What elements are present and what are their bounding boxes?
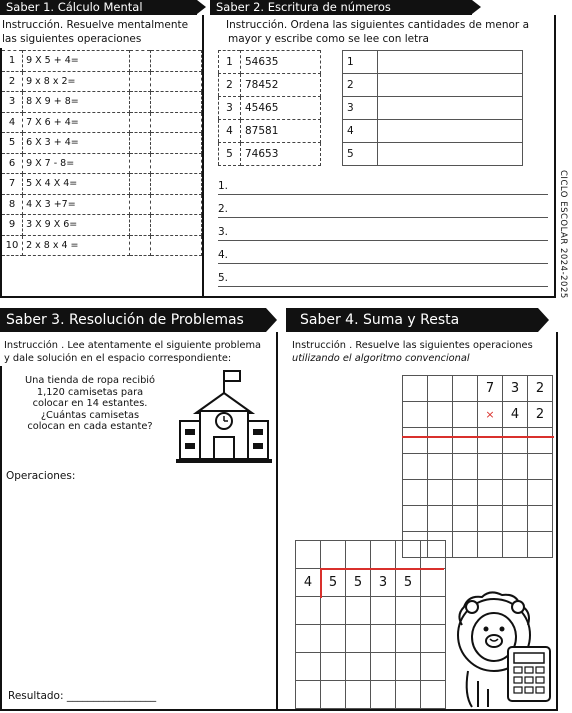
write-line[interactable]: 2. — [218, 195, 548, 218]
grid-cell[interactable] — [296, 541, 321, 569]
answer-cell[interactable] — [130, 92, 151, 113]
saber4-header — [286, 308, 538, 332]
order-answer-row — [343, 51, 523, 74]
order-answer-row — [343, 143, 523, 166]
saber3-header — [0, 308, 266, 332]
answer-cell[interactable] — [150, 153, 201, 174]
number-value: 78452 — [241, 74, 321, 97]
number-row — [219, 51, 321, 74]
answer-cell[interactable] — [130, 71, 151, 92]
answer-cell[interactable] — [150, 235, 201, 256]
write-line[interactable]: 1. — [218, 172, 548, 195]
saber1-header — [0, 0, 197, 15]
order-answer-cell[interactable] — [378, 97, 523, 120]
multiplier-digit[interactable]: 4 — [503, 402, 528, 428]
row-expression: 3 X 9 X 6= — [23, 215, 130, 236]
grid-cell[interactable] — [421, 681, 446, 709]
row-number: 4 — [2, 112, 23, 133]
multiplicand-digit[interactable] — [428, 376, 453, 402]
problem-text-line: colocar en 14 estantes. — [32, 398, 148, 409]
grid-cell[interactable] — [403, 428, 428, 454]
grid-cell[interactable] — [478, 454, 503, 480]
divisor-digit[interactable]: 4 — [296, 569, 321, 597]
number-index: 5 — [219, 143, 241, 166]
grid-cell[interactable] — [371, 541, 396, 569]
mental-math-table — [2, 50, 202, 256]
problem-text-line: colocan en cada estante? — [27, 421, 153, 432]
saber1-title: Saber 1. Cálculo Mental — [6, 0, 143, 14]
saber4-instruction-2: utilizando el algoritmo convencional — [292, 353, 470, 364]
multiplication-line — [402, 436, 554, 438]
bottom-left-border — [0, 366, 2, 711]
school-year-text: CICLO ESCOLAR 2024-2025 — [558, 170, 568, 299]
saber2-title: Saber 2. Escritura de números — [216, 0, 391, 14]
lion-calculator-illustration — [448, 585, 556, 709]
number-row — [219, 120, 321, 143]
row-expression: 9 X 7 - 8= — [23, 153, 130, 174]
row-number: 8 — [2, 194, 23, 215]
multiplier-digit[interactable]: × — [478, 402, 503, 428]
row-number: 9 — [2, 215, 23, 236]
bottom-middle-divider — [276, 332, 278, 711]
write-line[interactable]: 5. — [218, 264, 548, 287]
grid-cell[interactable] — [296, 625, 321, 653]
grid-cell[interactable] — [528, 532, 553, 558]
division-bracket-side — [320, 568, 322, 598]
order-answer-cell[interactable] — [378, 120, 523, 143]
saber1-instruction-2: las siguientes operaciones — [2, 33, 142, 45]
grid-cell[interactable] — [321, 653, 346, 681]
multiplicand-digit[interactable] — [403, 376, 428, 402]
dividend-digit[interactable]: 5 — [346, 569, 371, 597]
row-number: 6 — [2, 153, 23, 174]
grid-cell[interactable] — [396, 541, 421, 569]
grid-cell[interactable] — [396, 653, 421, 681]
order-index: 4 — [343, 120, 378, 143]
answer-cell[interactable] — [130, 51, 151, 72]
answer-cell[interactable] — [150, 215, 201, 236]
number-index: 1 — [219, 51, 241, 74]
order-answer-row — [343, 97, 523, 120]
grid-cell[interactable] — [528, 506, 553, 532]
grid-cell[interactable] — [346, 653, 371, 681]
answer-cell[interactable] — [130, 194, 151, 215]
row-expression: 6 X 3 + 4= — [23, 133, 130, 154]
top-bottom-border — [0, 296, 556, 298]
order-index: 5 — [343, 143, 378, 166]
number-value: 54635 — [241, 51, 321, 74]
problem-text-line: 1,120 camisetas para — [36, 386, 144, 398]
grid-cell[interactable] — [478, 506, 503, 532]
order-answer-cell[interactable] — [378, 74, 523, 97]
mental-math-row — [2, 194, 202, 215]
mental-math-row — [2, 133, 202, 154]
answer-cell[interactable] — [150, 71, 201, 92]
grid-cell[interactable] — [453, 532, 478, 558]
answer-cell[interactable] — [130, 215, 151, 236]
grid-cell[interactable] — [421, 541, 446, 569]
saber4-title: Saber 4. Suma y Resta — [300, 312, 460, 328]
grid-cell[interactable] — [528, 480, 553, 506]
number-index: 2 — [219, 74, 241, 97]
grid-cell[interactable] — [503, 428, 528, 454]
number-row — [219, 97, 321, 120]
grid-cell[interactable] — [428, 454, 453, 480]
write-line[interactable]: 4. — [218, 241, 548, 264]
grid-cell[interactable] — [396, 681, 421, 709]
answer-cell[interactable] — [130, 133, 151, 154]
division-grid — [295, 540, 446, 709]
school-icon — [176, 365, 272, 465]
mental-math-row — [2, 51, 202, 72]
answer-cell[interactable] — [130, 174, 151, 195]
answer-cell[interactable] — [130, 112, 151, 133]
row-expression: 4 X 3 +7= — [23, 194, 130, 215]
grid-cell[interactable] — [321, 541, 346, 569]
answer-cell[interactable] — [150, 92, 201, 113]
problem-text-line: ¿Cuántas camisetas — [40, 409, 140, 421]
multiplication-grid — [402, 375, 553, 558]
mental-math-row — [2, 215, 202, 236]
row-expression: 9 x 8 x 2= — [23, 71, 130, 92]
saber4-header-arrow — [538, 308, 549, 332]
grid-cell[interactable] — [296, 597, 321, 625]
saber2-instruction-2: mayor y escribe como se lee con letra — [228, 33, 429, 45]
multiplicand-digit[interactable]: 3 — [503, 376, 528, 402]
row-number: 7 — [2, 174, 23, 195]
saber3-header-arrow — [266, 308, 277, 332]
grid-cell[interactable] — [478, 532, 503, 558]
order-answer-table — [342, 50, 523, 166]
grid-cell[interactable] — [346, 681, 371, 709]
top-middle-divider — [202, 15, 204, 296]
grid-cell[interactable] — [478, 428, 503, 454]
multiplier-digit[interactable]: 2 — [528, 402, 553, 428]
grid-cell[interactable] — [321, 681, 346, 709]
multiplicand-digit[interactable]: 2 — [528, 376, 553, 402]
top-right-border — [554, 15, 556, 296]
saber1-instruction-1: Instrucción. Resuelve mentalmente — [2, 19, 189, 31]
number-index: 3 — [219, 97, 241, 120]
saber3-title: Saber 3. Resolución de Problemas — [6, 312, 244, 328]
row-number: 2 — [2, 71, 23, 92]
row-expression: 9 X 5 + 4= — [23, 51, 130, 72]
saber3-instruction-2: y dale solución en el espacio correspondiente: — [4, 353, 232, 364]
order-index: 2 — [343, 74, 378, 97]
saber1-header-arrow — [197, 0, 206, 14]
mental-math-row — [2, 235, 202, 256]
row-number: 3 — [2, 92, 23, 113]
row-expression: 8 X 9 + 8= — [23, 92, 130, 113]
order-answer-cell[interactable] — [378, 143, 523, 166]
multiplicand-digit[interactable]: 7 — [478, 376, 503, 402]
grid-cell[interactable] — [528, 454, 553, 480]
write-line[interactable]: 3. — [218, 218, 548, 241]
grid-cell[interactable] — [403, 454, 428, 480]
grid-cell[interactable] — [503, 480, 528, 506]
grid-cell[interactable] — [478, 480, 503, 506]
grid-cell[interactable] — [453, 428, 478, 454]
number-index: 4 — [219, 120, 241, 143]
number-value: 87581 — [241, 120, 321, 143]
numbers-table — [218, 50, 321, 166]
saber2-instruction-1: Instrucción. Ordena las siguientes cantidades de menor a — [226, 19, 530, 31]
grid-cell[interactable] — [296, 653, 321, 681]
grid-cell[interactable] — [453, 506, 478, 532]
grid-cell[interactable] — [503, 506, 528, 532]
mental-math-row — [2, 71, 202, 92]
operations-label: Operaciones: — [6, 470, 76, 482]
saber2-header-arrow — [472, 0, 481, 14]
multiplier-digit[interactable] — [403, 402, 428, 428]
grid-cell[interactable] — [346, 625, 371, 653]
answer-cell[interactable] — [150, 133, 201, 154]
answer-cell[interactable] — [150, 112, 201, 133]
result-label: Resultado: _________________ — [8, 690, 157, 702]
multiplicand-digit[interactable] — [453, 376, 478, 402]
answer-cell[interactable] — [130, 235, 151, 256]
number-value: 45465 — [241, 97, 321, 120]
answer-cell[interactable] — [150, 51, 201, 72]
grid-cell[interactable] — [296, 681, 321, 709]
row-number: 5 — [2, 133, 23, 154]
mental-math-row — [2, 92, 202, 113]
grid-cell[interactable] — [371, 597, 396, 625]
dividend-digit[interactable]: 5 — [396, 569, 421, 597]
bottom-border — [0, 709, 558, 711]
mental-math-row — [2, 174, 202, 195]
row-expression: 2 x 8 x 4 = — [23, 235, 130, 256]
grid-cell[interactable] — [403, 506, 428, 532]
grid-cell[interactable] — [453, 454, 478, 480]
answer-cell[interactable] — [150, 194, 201, 215]
grid-cell[interactable] — [396, 625, 421, 653]
problem-box — [10, 375, 170, 457]
division-bracket-top — [320, 568, 444, 570]
mental-math-row — [2, 153, 202, 174]
grid-cell[interactable] — [371, 653, 396, 681]
grid-cell[interactable] — [396, 597, 421, 625]
grid-cell[interactable] — [421, 597, 446, 625]
answer-cell[interactable] — [150, 174, 201, 195]
grid-cell[interactable] — [371, 681, 396, 709]
grid-cell[interactable] — [346, 541, 371, 569]
grid-cell[interactable] — [321, 625, 346, 653]
dividend-digit[interactable]: 3 — [371, 569, 396, 597]
grid-cell[interactable] — [528, 428, 553, 454]
answer-cell[interactable] — [130, 153, 151, 174]
problem-text-line: Una tienda de ropa recibió — [24, 375, 156, 386]
order-answer-row — [343, 74, 523, 97]
grid-cell[interactable] — [421, 569, 446, 597]
grid-cell[interactable] — [428, 480, 453, 506]
grid-cell[interactable] — [421, 625, 446, 653]
row-expression: 5 X 4 X 4= — [23, 174, 130, 195]
number-row — [219, 74, 321, 97]
grid-cell[interactable] — [403, 480, 428, 506]
order-index: 3 — [343, 97, 378, 120]
dividend-digit[interactable]: 5 — [321, 569, 346, 597]
grid-cell[interactable] — [503, 532, 528, 558]
grid-cell[interactable] — [346, 597, 371, 625]
grid-cell[interactable] — [321, 597, 346, 625]
order-answer-row — [343, 120, 523, 143]
grid-cell[interactable] — [453, 480, 478, 506]
row-number: 1 — [2, 51, 23, 72]
order-index: 1 — [343, 51, 378, 74]
grid-cell[interactable] — [371, 625, 396, 653]
row-expression: 7 X 6 + 4= — [23, 112, 130, 133]
order-answer-cell[interactable] — [378, 51, 523, 74]
grid-cell[interactable] — [428, 428, 453, 454]
bottom-right-border — [556, 332, 558, 711]
number-value: 74653 — [241, 143, 321, 166]
saber2-header — [210, 0, 472, 15]
grid-cell[interactable] — [503, 454, 528, 480]
grid-cell[interactable] — [421, 653, 446, 681]
multiplier-digit[interactable] — [428, 402, 453, 428]
saber3-instruction-1: Instrucción . Lee atentamente el siguiente problema — [4, 340, 262, 351]
saber4-instruction-1: Instrucción . Resuelve las siguientes operaciones — [292, 340, 533, 351]
number-row — [219, 143, 321, 166]
mental-math-row — [2, 112, 202, 133]
row-number: 10 — [2, 235, 23, 256]
grid-cell[interactable] — [428, 506, 453, 532]
multiplier-digit[interactable] — [453, 402, 478, 428]
